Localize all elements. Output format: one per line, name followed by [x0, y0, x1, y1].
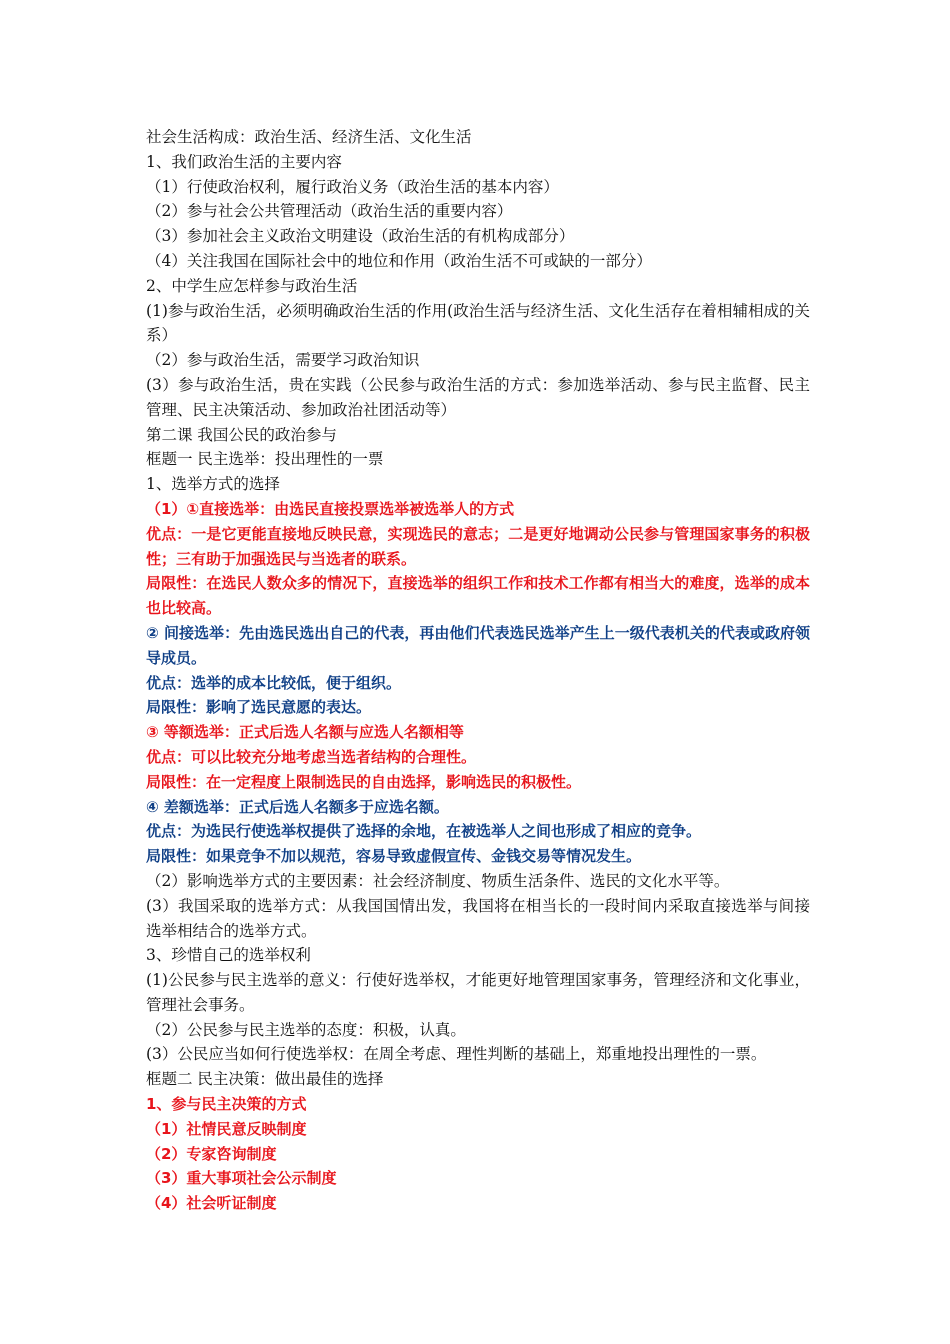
- text-line: （2）公民参与民主选举的态度：积极，认真。: [146, 1020, 466, 1039]
- text-line: ③ 等额选举：正式后选人名额与应选人名额相等: [146, 723, 464, 742]
- text-line: （4）关注我国在国际社会中的地位和作用（政治生活不可或缺的一部分）: [146, 251, 652, 270]
- text-line: （2）参与政治生活，需要学习政治知识: [146, 351, 420, 370]
- text-line: （1）社情民意反映制度: [146, 1119, 307, 1138]
- document-body: [146, 125, 810, 1216]
- text-line: 局限性：影响了选民意愿的表达。: [146, 698, 372, 717]
- text-line: 局限性：在一定程度上限制选民的自由选择，影响选民的积极性。: [146, 772, 582, 791]
- text-line: (1)参与政治生活，必须明确政治生活的作用(政治生活与经济生活、文化生活存在着相辅相成的关系）: [146, 301, 810, 345]
- text-line: (1)公民参与民主选举的意义：行使好选举权，才能更好地管理国家事务，管理经济和文化事业，管理社会事务。: [146, 971, 810, 1014]
- text-line: 框题二 民主决策：做出最佳的选择: [146, 1070, 384, 1089]
- text-line: （3）重大事项社会公示制度: [146, 1169, 337, 1188]
- text-line: (3）公民应当如何行使选举权：在周全考虑、理性判断的基础上，郑重地投出理性的一票。: [146, 1045, 767, 1064]
- text-line: （2）专家咨询制度: [146, 1144, 277, 1163]
- text-line: （1）行使政治权利，履行政治义务（政治生活的基本内容）: [146, 177, 559, 196]
- text-line: ④ 差额选举：正式后选人名额多于应选名额。: [146, 797, 449, 816]
- text-line: 3、珍惜自己的选举权利: [146, 946, 311, 965]
- text-line: （1）①直接选举：由选民直接投票选举被选举人的方式: [146, 499, 515, 518]
- text-line: (3）我国采取的选举方式：从我国国情出发，我国将在相当长的一段时间内采取直接选举与间接选举相结合的选举方式。: [146, 896, 810, 940]
- text-line: (3）参与政治生活，贵在实践（公民参与政治生活的方式：参加选举活动、参与民主监督、民主管理、民主决策活动、参加政治社团活动等）: [146, 375, 810, 419]
- text-line: （2）参与社会公共管理活动（政治生活的重要内容）: [146, 202, 513, 221]
- text-line: 1、选举方式的选择: [146, 475, 280, 494]
- text-line: （3）参加社会主义政治文明建设（政治生活的有机构成部分）: [146, 227, 575, 246]
- text-line: 社会生活构成：政治生活、经济生活、文化生活: [146, 128, 472, 146]
- text-line: 优点：可以比较充分地考虑当选者结构的合理性。: [146, 747, 477, 766]
- text-line: （4）社会听证制度: [146, 1194, 277, 1213]
- text-line: 优点：一是它更能直接地反映民意，实现选民的意志；二是更好地调动公民参与管理国家事务的积极性；三有助于加强选民与当选者的联系。: [146, 524, 810, 568]
- text-line: 局限性：在选民人数众多的情况下，直接选举的组织工作和技术工作都有相当大的难度，选举的成本也比较高。: [146, 574, 810, 618]
- text-line: 优点：为选民行使选举权提供了选择的余地，在被选举人之间也形成了相应的竞争。: [146, 822, 702, 841]
- text-line: 优点：选举的成本比较低，便于组织。: [146, 673, 402, 692]
- text-line: ② 间接选举：先由选民选出自己的代表，再由他们代表选民选举产生上一级代表机关的代表或政府领导成员。: [146, 623, 810, 667]
- text-line: 1、我们政治生活的主要内容: [146, 152, 342, 171]
- text-line: 框题一 民主选举：投出理性的一票: [146, 450, 384, 469]
- text-line: （2）影响选举方式的主要因素：社会经济制度、物质生活条件、选民的文化水平等。: [146, 871, 730, 890]
- text-line: 局限性：如果竞争不加以规范，容易导致虚假宣传、金钱交易等情况发生。: [146, 847, 642, 866]
- text-line: 2、中学生应怎样参与政治生活: [146, 276, 358, 295]
- text-line: 第二课 我国公民的政治参与: [146, 425, 337, 444]
- text-line: 1、参与民主决策的方式: [146, 1095, 307, 1114]
